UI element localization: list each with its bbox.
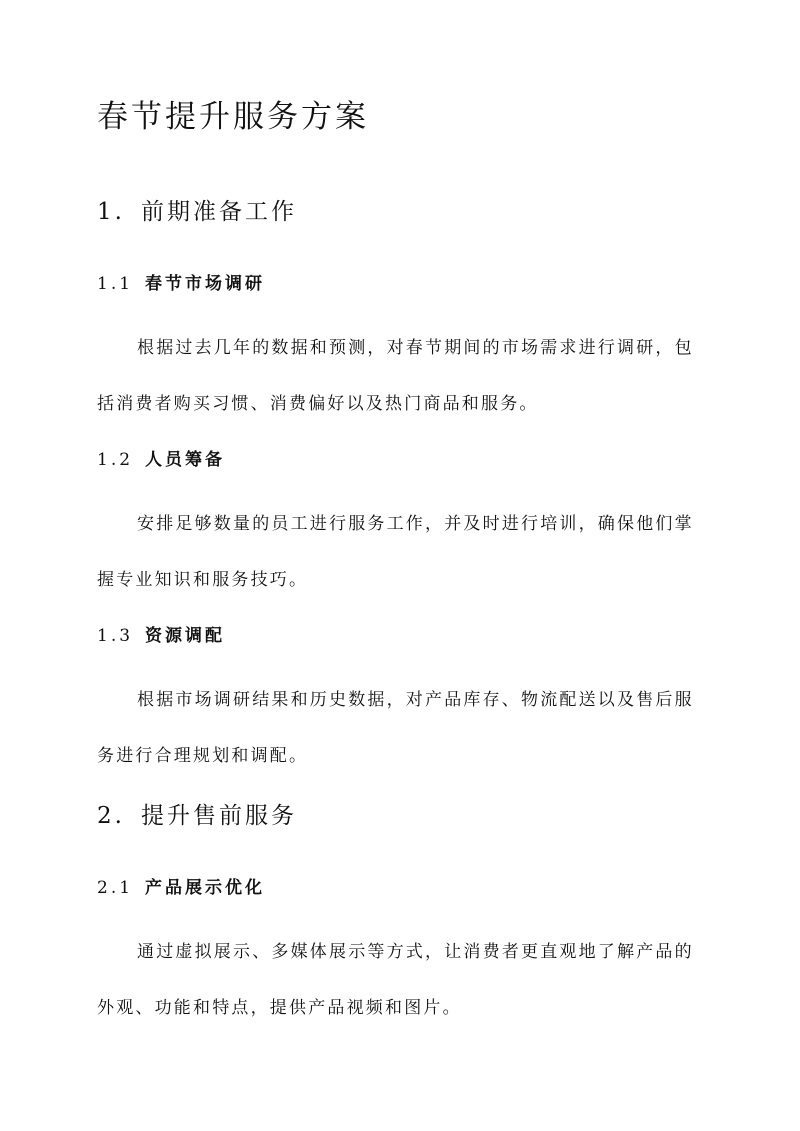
subsection-2-1-title: 产品展示优化 — [145, 878, 265, 898]
section-2-heading — [97, 800, 297, 832]
document-title: 春节提升服务方案 — [97, 99, 369, 135]
subsection-1-3-title: 资源调配 — [145, 626, 225, 646]
section-2-number: 2. — [97, 803, 125, 829]
subsection-1-3-heading — [97, 623, 225, 649]
section-1-title: 前期准备工作 — [141, 199, 297, 225]
section-2-title: 提升售前服务 — [141, 803, 297, 829]
subsection-1-2-heading — [97, 447, 225, 473]
subsection-1-2-title: 人员筹备 — [145, 450, 225, 470]
subsection-1-3-body: 根据市场调研结果和历史数据，对产品库存、物流配送以及售后服务进行合理规划和调配。 — [97, 690, 694, 766]
subsection-1-3-number: 1.3 — [97, 626, 134, 646]
subsection-1-2-body: 安排足够数量的员工进行服务工作，并及时进行培训，确保他们掌握专业知识和服务技巧。 — [97, 514, 694, 590]
subsection-1-1-body: 根据过去几年的数据和预测，对春节期间的市场需求进行调研，包括消费者购买习惯、消费偏好以及热门商品和服务。 — [97, 338, 694, 414]
subsection-1-2-number: 1.2 — [97, 450, 134, 470]
subsection-2-1-heading — [97, 875, 265, 901]
section-1-heading — [97, 196, 297, 228]
subsection-1-1-heading — [97, 271, 265, 297]
section-1-number: 1. — [97, 199, 125, 225]
subsection-2-1-number: 2.1 — [97, 878, 134, 898]
subsection-2-1-body: 通过虚拟展示、多媒体展示等方式，让消费者更直观地了解产品的外观、功能和特点，提供产品视频和图片。 — [97, 942, 694, 1018]
subsection-1-1-number: 1.1 — [97, 274, 134, 294]
subsection-1-1-title: 春节市场调研 — [145, 274, 265, 294]
